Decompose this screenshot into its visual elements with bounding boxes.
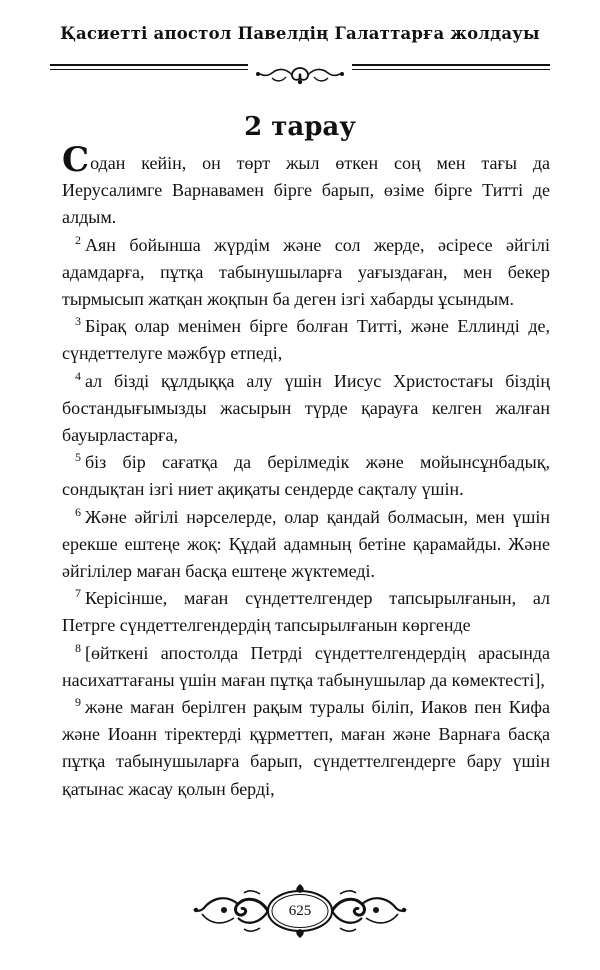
verse-5 bbox=[62, 449, 550, 503]
verse-text: біз бір сағатқа да берілмедік және мойынсұнбадық, сондықтан ізгі ниет ақиқаты сендерде сақталу үшін. bbox=[62, 452, 550, 500]
verse-6 bbox=[62, 504, 550, 586]
verse-number: 2 bbox=[75, 232, 81, 247]
verse-text: Аян бойынша жүрдім және сол жерде, әсіресе әйгілі адамдарға, пұтқа табынушыларға уағыздаған, мен бекер тырмысып жатқан жоқпын ба деген ізгі хабарды ұсындым. bbox=[62, 234, 550, 310]
verse-number: 6 bbox=[75, 504, 81, 519]
verse-4 bbox=[62, 368, 550, 450]
verse-2 bbox=[62, 232, 550, 314]
verse-3 bbox=[62, 313, 550, 367]
drop-cap: С bbox=[62, 140, 90, 180]
verse-number: 5 bbox=[75, 450, 81, 465]
verse-text: Бірақ олар менімен бірге болған Титті, және Еллинді де, сүндеттелуге мәжбүр етпеді, bbox=[62, 316, 550, 364]
verse-number: 4 bbox=[75, 368, 81, 383]
verse-text: Және әйгілі нәрселерде, олар қандай болмасын, мен үшін ерекше ештеңе жоқ: Құдай адамның бетіне қарамайды. Және әйгілілер маған басқа ештеңе жүктемеді. bbox=[62, 506, 550, 582]
verse-number: 8 bbox=[75, 640, 81, 655]
verse-8 bbox=[62, 640, 550, 694]
verse-text: одан кейін, он төрт жыл өткен соң мен тағы да Иерусалимге Варнавамен бірге барып, өзіме бірге Титті де алдым. bbox=[62, 153, 550, 228]
chapter-title: 2 тарау bbox=[244, 112, 356, 142]
verse-9 bbox=[62, 694, 550, 803]
verse-number: 3 bbox=[75, 314, 81, 329]
chapter-text bbox=[62, 140, 550, 803]
header-ornament-icon bbox=[248, 64, 352, 88]
page-number: 625 bbox=[288, 903, 312, 919]
verse-number: 7 bbox=[75, 586, 81, 601]
verse-text: және маған берілген рақым туралы біліп, Иаков пен Кифа және Иоанн тіректерді құрметтеп, маған және Варнаға басқа пұтқа табынушыларға барып, сүндеттелгендерге бару үшін қатынас жасау қолын берді, bbox=[62, 697, 550, 799]
verse-7 bbox=[62, 585, 550, 639]
running-title: Қасиетті апостол Павелдің Галаттарға жолдауы bbox=[60, 24, 540, 43]
verse-number: 9 bbox=[75, 695, 81, 710]
verse-text: ал бізді құлдыққа алу үшін Иисус Христостағы біздің бостандығымызды жасырын түрде қарауға келген жалған бауырластарға, bbox=[62, 370, 550, 446]
verse-text: [өйткені апостолда Петрді сүндеттелгендердің арасында насихаттағаны үшін маған пұтқа табынушылар да көмектесті], bbox=[62, 642, 550, 690]
verse-text: Керісінше, маған сүндеттелгендер тапсырылғанын, ал Петрге сүндеттелгендердің тапсырылғанын көргенде bbox=[62, 588, 550, 636]
verse-1 bbox=[62, 140, 550, 232]
